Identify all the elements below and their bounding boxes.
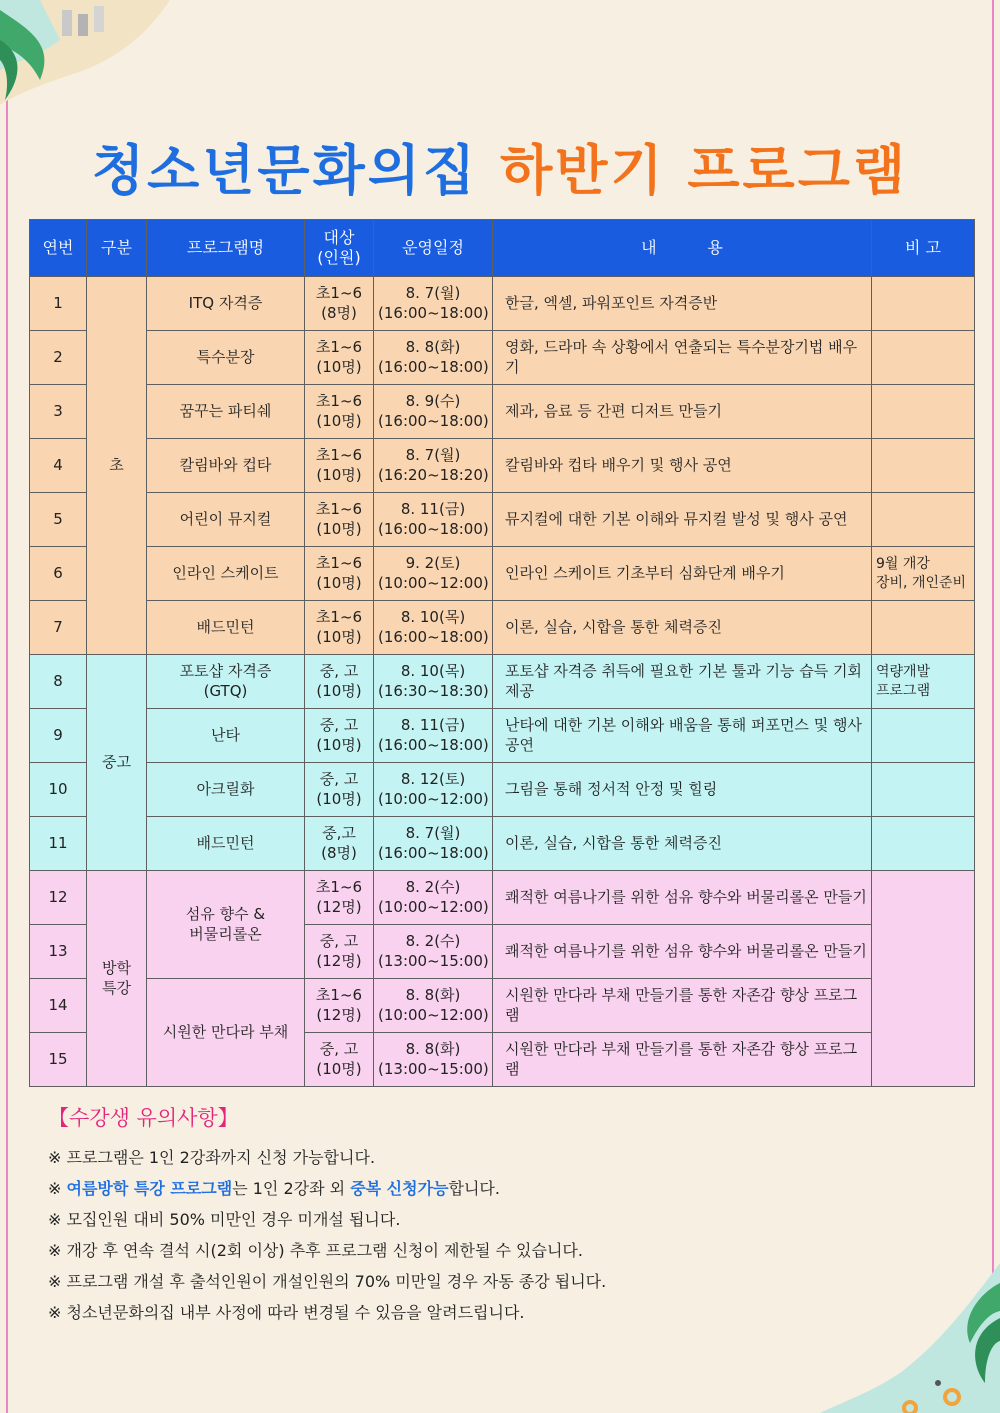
row-num: 1 bbox=[30, 277, 87, 331]
header-category: 구분 bbox=[87, 220, 147, 277]
row-program: 난타 bbox=[147, 709, 305, 763]
beach-decoration-top-left bbox=[0, 0, 170, 110]
schedule-date: 8. 8(화) bbox=[405, 338, 461, 356]
row-num: 8 bbox=[30, 655, 87, 709]
table-row bbox=[30, 817, 975, 871]
schedule-date: 8. 7(월) bbox=[405, 284, 461, 302]
row-program: 시원한 만다라 부채 bbox=[147, 979, 305, 1087]
row-target bbox=[305, 277, 374, 331]
target-count: (10명) bbox=[316, 1059, 362, 1078]
target-label: 초1~6 bbox=[315, 608, 363, 626]
schedule-date: 9. 2(토) bbox=[405, 554, 461, 572]
schedule-date: 8. 12(토) bbox=[400, 770, 466, 788]
target-label: 중, 고 bbox=[319, 932, 359, 950]
schedule-time: (10:00~12:00) bbox=[378, 789, 489, 808]
schedule-time: (16:00~18:00) bbox=[378, 627, 489, 646]
program-line2: 버물리롤온 bbox=[189, 924, 262, 943]
row-remarks bbox=[872, 655, 975, 709]
row-content: 포토샵 자격증 취득에 필요한 기본 툴과 기능 습득 기회 제공 bbox=[493, 655, 872, 709]
header-schedule: 운영일정 bbox=[374, 220, 493, 277]
target-count: (10명) bbox=[316, 627, 362, 646]
note-highlight-program: 여름방학 특강 프로그램 bbox=[66, 1179, 233, 1198]
row-content: 난타에 대한 기본 이해와 배움을 통해 퍼포먼스 및 행사 공연 bbox=[493, 709, 872, 763]
row-program: 칼림바와 컵타 bbox=[147, 439, 305, 493]
note-prefix: ※ bbox=[48, 1179, 67, 1198]
row-remarks bbox=[872, 547, 975, 601]
row-target bbox=[305, 763, 374, 817]
schedule-time: (13:00~15:00) bbox=[378, 951, 489, 970]
row-schedule bbox=[374, 547, 493, 601]
target-count: (8명) bbox=[321, 843, 357, 862]
row-schedule bbox=[374, 817, 493, 871]
target-label: 중,고 bbox=[322, 824, 356, 842]
target-count: (10명) bbox=[316, 411, 362, 430]
schedule-date: 8. 7(월) bbox=[405, 824, 461, 842]
target-label: 초1~6 bbox=[315, 554, 363, 572]
row-schedule bbox=[374, 385, 493, 439]
row-num: 7 bbox=[30, 601, 87, 655]
row-remarks bbox=[872, 709, 975, 763]
row-content: 제과, 음료 등 간편 디저트 만들기 bbox=[493, 385, 872, 439]
target-count: (12명) bbox=[316, 897, 362, 916]
row-content: 인라인 스케이트 기초부터 심화단계 배우기 bbox=[493, 547, 872, 601]
header-remarks: 비 고 bbox=[872, 220, 975, 277]
target-count: (10명) bbox=[316, 735, 362, 754]
row-content: 칼림바와 컵타 배우기 및 행사 공연 bbox=[493, 439, 872, 493]
schedule-date: 8. 9(수) bbox=[405, 392, 461, 410]
row-program bbox=[147, 655, 305, 709]
header-program: 프로그램명 bbox=[147, 220, 305, 277]
row-schedule bbox=[374, 601, 493, 655]
schedule-time: (16:00~18:00) bbox=[378, 303, 489, 322]
schedule-time: (16:00~18:00) bbox=[378, 843, 489, 862]
row-program: 꿈꾸는 파티쉐 bbox=[147, 385, 305, 439]
schedule-time: (16:00~18:00) bbox=[378, 357, 489, 376]
row-num: 2 bbox=[30, 331, 87, 385]
row-remarks bbox=[872, 601, 975, 655]
row-program: 어린이 뮤지컬 bbox=[147, 493, 305, 547]
target-label: 초1~6 bbox=[315, 500, 363, 518]
row-target bbox=[305, 601, 374, 655]
remarks-line2: 장비, 개인준비 bbox=[876, 574, 967, 591]
target-count: (10명) bbox=[316, 357, 362, 376]
row-remarks bbox=[872, 763, 975, 817]
row-target bbox=[305, 331, 374, 385]
row-content: 쾌적한 여름나기를 위한 섬유 향수와 버물리롤온 만들기 bbox=[493, 871, 872, 925]
remarks-line1: 역량개발 bbox=[876, 664, 931, 681]
program-line1: 포토샵 자격증 bbox=[179, 662, 272, 680]
notes-section bbox=[48, 1102, 606, 1328]
target-count: (10명) bbox=[316, 789, 362, 808]
remarks-line2: 프로그램 bbox=[876, 682, 931, 699]
row-num: 14 bbox=[30, 979, 87, 1033]
row-num: 9 bbox=[30, 709, 87, 763]
row-target bbox=[305, 817, 374, 871]
row-target bbox=[305, 709, 374, 763]
row-target bbox=[305, 547, 374, 601]
row-schedule bbox=[374, 277, 493, 331]
row-num: 11 bbox=[30, 817, 87, 871]
row-schedule bbox=[374, 1033, 493, 1087]
table-row bbox=[30, 547, 975, 601]
program-schedule-table bbox=[29, 219, 975, 1087]
schedule-time: (16:00~18:00) bbox=[378, 519, 489, 538]
remarks-line1: 9월 개강 bbox=[876, 556, 930, 573]
row-content: 시원한 만다라 부채 만들기를 통한 자존감 향상 프로그램 bbox=[493, 979, 872, 1033]
table-row bbox=[30, 601, 975, 655]
table-row bbox=[30, 655, 975, 709]
note-line: ※ 개강 후 연속 결석 시(2회 이상) 추후 프로그램 신청이 제한될 수 있습니다. bbox=[48, 1241, 583, 1260]
table-row bbox=[30, 979, 975, 1033]
row-target bbox=[305, 439, 374, 493]
row-content: 시원한 만다라 부채 만들기를 통한 자존감 향상 프로그램 bbox=[493, 1033, 872, 1087]
target-count: (10명) bbox=[316, 465, 362, 484]
row-target bbox=[305, 871, 374, 925]
schedule-time: (13:00~15:00) bbox=[378, 1059, 489, 1078]
target-label: 초1~6 bbox=[315, 446, 363, 464]
schedule-time: (16:20~18:20) bbox=[378, 465, 489, 484]
row-schedule bbox=[374, 493, 493, 547]
row-content: 뮤지컬에 대한 기본 이해와 뮤지컬 발성 및 행사 공연 bbox=[493, 493, 872, 547]
target-count: (10명) bbox=[316, 681, 362, 700]
table-row bbox=[30, 871, 975, 925]
group-junggo: 중고 bbox=[87, 655, 147, 871]
row-remarks bbox=[872, 871, 975, 1087]
row-schedule bbox=[374, 331, 493, 385]
row-schedule bbox=[374, 439, 493, 493]
schedule-time: (16:30~18:30) bbox=[378, 681, 489, 700]
row-num: 10 bbox=[30, 763, 87, 817]
beach-decoration-bottom-right bbox=[820, 1263, 1000, 1413]
schedule-time: (10:00~12:00) bbox=[378, 573, 489, 592]
note-line: ※ 청소년문화의집 내부 사정에 따라 변경될 수 있음을 알려드립니다. bbox=[48, 1303, 525, 1322]
row-content: 이론, 실습, 시합을 통한 체력증진 bbox=[493, 601, 872, 655]
table-header-row bbox=[30, 220, 975, 277]
row-target bbox=[305, 925, 374, 979]
frame-line-left bbox=[6, 0, 8, 1413]
target-label: 초1~6 bbox=[315, 392, 363, 410]
note-mid: 는 1인 2강좌 외 bbox=[232, 1179, 351, 1198]
schedule-date: 8. 10(목) bbox=[400, 662, 466, 680]
row-target bbox=[305, 1033, 374, 1087]
row-content: 한글, 엑셀, 파워포인트 자격증반 bbox=[493, 277, 872, 331]
program-line1: 섬유 향수 & bbox=[185, 905, 266, 923]
header-num: 연번 bbox=[30, 220, 87, 277]
row-num: 15 bbox=[30, 1033, 87, 1087]
row-schedule bbox=[374, 925, 493, 979]
row-num: 3 bbox=[30, 385, 87, 439]
target-label: 초1~6 bbox=[315, 338, 363, 356]
row-remarks bbox=[872, 385, 975, 439]
row-target bbox=[305, 655, 374, 709]
program-line2: (GTQ) bbox=[203, 681, 248, 700]
note-line: ※ 프로그램 개설 후 출석인원이 개설인원의 70% 미만일 경우 자동 종강 됩니다. bbox=[48, 1272, 607, 1291]
header-content: 내 용 bbox=[493, 220, 872, 277]
table-row bbox=[30, 385, 975, 439]
row-target bbox=[305, 493, 374, 547]
table-row bbox=[30, 331, 975, 385]
schedule-date: 8. 2(수) bbox=[405, 878, 461, 896]
schedule-date: 8. 11(금) bbox=[400, 500, 466, 518]
row-schedule bbox=[374, 979, 493, 1033]
frame-line-right bbox=[992, 0, 994, 1413]
note-highlight-duplicate: 중복 신청가능 bbox=[350, 1179, 449, 1198]
group-bangha-line2: 특강 bbox=[102, 978, 131, 997]
row-remarks bbox=[872, 439, 975, 493]
note-line-highlight bbox=[48, 1173, 606, 1204]
header-target-line1: 대상 bbox=[323, 228, 355, 247]
target-label: 중, 고 bbox=[319, 1040, 359, 1058]
row-program: 인라인 스케이트 bbox=[147, 547, 305, 601]
target-label: 초1~6 bbox=[315, 284, 363, 302]
table-row bbox=[30, 439, 975, 493]
row-num: 12 bbox=[30, 871, 87, 925]
row-content: 이론, 실습, 시합을 통한 체력증진 bbox=[493, 817, 872, 871]
table-row bbox=[30, 763, 975, 817]
notes-title: 【수강생 유의사항】 bbox=[48, 1106, 239, 1130]
schedule-date: 8. 2(수) bbox=[405, 932, 461, 950]
target-count: (10명) bbox=[316, 573, 362, 592]
row-program: ITQ 자격증 bbox=[147, 277, 305, 331]
schedule-date: 8. 8(화) bbox=[405, 986, 461, 1004]
row-num: 6 bbox=[30, 547, 87, 601]
row-schedule bbox=[374, 763, 493, 817]
row-remarks bbox=[872, 277, 975, 331]
schedule-time: (16:00~18:00) bbox=[378, 735, 489, 754]
schedule-date: 8. 8(화) bbox=[405, 1040, 461, 1058]
table-row bbox=[30, 277, 975, 331]
target-count: (12명) bbox=[316, 951, 362, 970]
target-label: 초1~6 bbox=[315, 878, 363, 896]
page-title bbox=[0, 128, 1000, 205]
table-row bbox=[30, 709, 975, 763]
title-part1: 청소년문화의집 bbox=[91, 139, 479, 202]
schedule-time: (10:00~12:00) bbox=[378, 897, 489, 916]
schedule-time: (10:00~12:00) bbox=[378, 1005, 489, 1024]
row-schedule bbox=[374, 709, 493, 763]
note-line: ※ 프로그램은 1인 2강좌까지 신청 가능합니다. bbox=[48, 1148, 376, 1167]
row-program: 배드민턴 bbox=[147, 817, 305, 871]
schedule-date: 8. 11(금) bbox=[400, 716, 466, 734]
row-content: 그림을 통해 정서적 안정 및 힐링 bbox=[493, 763, 872, 817]
row-program bbox=[147, 871, 305, 979]
row-num: 5 bbox=[30, 493, 87, 547]
schedule-date: 8. 7(월) bbox=[405, 446, 461, 464]
row-num: 13 bbox=[30, 925, 87, 979]
row-content: 영화, 드라마 속 상황에서 연출되는 특수분장기법 배우기 bbox=[493, 331, 872, 385]
group-cho: 초 bbox=[87, 277, 147, 655]
note-line: ※ 모집인원 대비 50% 미만인 경우 미개설 됩니다. bbox=[48, 1210, 401, 1229]
target-count: (12명) bbox=[316, 1005, 362, 1024]
row-remarks bbox=[872, 817, 975, 871]
header-target bbox=[305, 220, 374, 277]
row-program: 특수분장 bbox=[147, 331, 305, 385]
row-num: 4 bbox=[30, 439, 87, 493]
target-label: 초1~6 bbox=[315, 986, 363, 1004]
row-content: 쾌적한 여름나기를 위한 섬유 향수와 버물리롤온 만들기 bbox=[493, 925, 872, 979]
table-row bbox=[30, 493, 975, 547]
row-remarks bbox=[872, 331, 975, 385]
row-target bbox=[305, 385, 374, 439]
target-count: (8명) bbox=[321, 303, 357, 322]
header-target-line2: (인원) bbox=[317, 248, 361, 267]
row-target bbox=[305, 979, 374, 1033]
target-label: 중, 고 bbox=[319, 716, 359, 734]
row-remarks bbox=[872, 493, 975, 547]
target-label: 중, 고 bbox=[319, 770, 359, 788]
note-suffix: 합니다. bbox=[448, 1179, 500, 1198]
row-schedule bbox=[374, 871, 493, 925]
row-schedule bbox=[374, 655, 493, 709]
target-label: 중, 고 bbox=[319, 662, 359, 680]
title-part2: 하반기 프로그램 bbox=[500, 139, 909, 202]
row-program: 배드민턴 bbox=[147, 601, 305, 655]
row-program: 아크릴화 bbox=[147, 763, 305, 817]
schedule-time: (16:00~18:00) bbox=[378, 411, 489, 430]
target-count: (10명) bbox=[316, 519, 362, 538]
schedule-date: 8. 10(목) bbox=[400, 608, 466, 626]
group-bangha bbox=[87, 871, 147, 1087]
group-bangha-line1: 방학 bbox=[102, 959, 131, 977]
